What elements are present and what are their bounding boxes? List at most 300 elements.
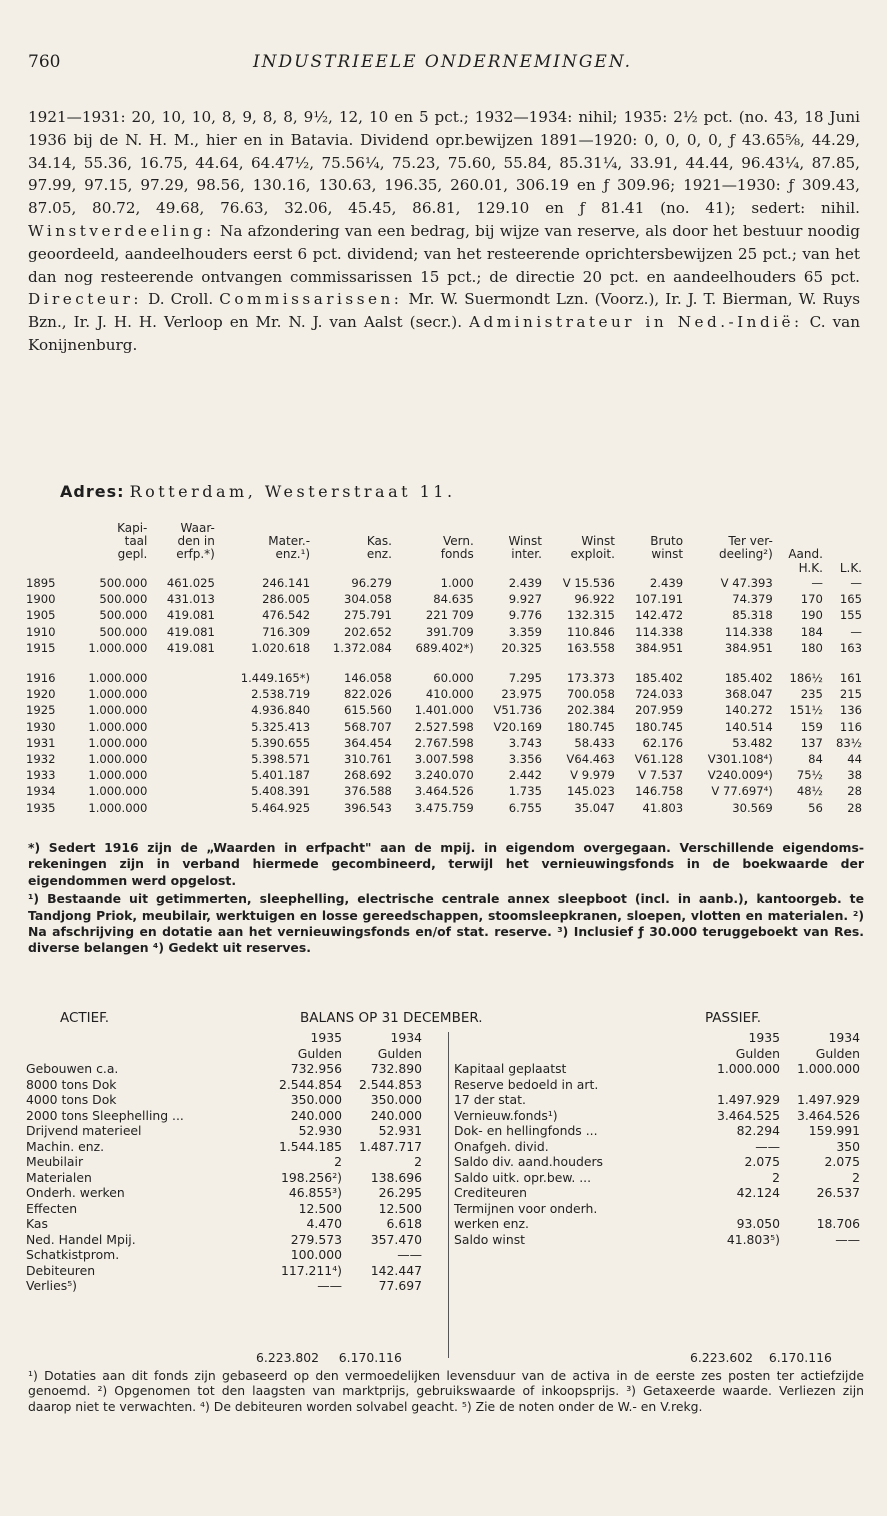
statistics-value-cell: 184: [800, 624, 823, 639]
actief-row: [24, 1170, 424, 1186]
passief-value: [782, 1201, 862, 1217]
passief-row: [452, 1185, 862, 1201]
passief-year-row: [452, 1030, 862, 1046]
statistics-value-cell: 1.000: [440, 576, 474, 591]
passief-unit-b: Gulden: [815, 1045, 860, 1061]
statistics-header-cell: Kapi- taal gepl.: [117, 521, 148, 561]
statistics-value-cell: 384.951: [635, 640, 684, 655]
statistics-value-cell: 689.402*): [415, 640, 474, 655]
statistics-value-cell: 2.538.719: [251, 687, 311, 702]
passief-row: [452, 1170, 862, 1186]
statistics-year-cell: 1915: [26, 640, 56, 655]
statistics-value-cell: 207.959: [635, 703, 684, 718]
actief-row: [24, 1077, 424, 1093]
actief-value: 26.295: [378, 1185, 422, 1201]
address-label: Adres:: [60, 482, 125, 501]
passief-value: 26.537: [816, 1185, 860, 1201]
statistics-value-cell: 1.401.000: [414, 703, 474, 718]
passief-value: 2.075: [824, 1154, 860, 1170]
passief-value: 3.464.525: [716, 1107, 780, 1123]
balance-footnotes: [28, 1368, 864, 1414]
statistics-notes: [28, 840, 864, 959]
statistics-value-cell: [149, 656, 216, 686]
actief-value: 2.544.854: [278, 1076, 342, 1092]
statistics-value-cell: —: [850, 624, 862, 639]
actief-label: Machin. enz.: [26, 1138, 105, 1154]
statistics-value-cell: 364.454: [343, 735, 392, 750]
statistics-value-cell: 1.000.000: [88, 735, 148, 750]
passief-value: 1.497.929: [716, 1092, 780, 1108]
statistics-value-cell: 9.927: [508, 592, 542, 607]
actief-row: [24, 1263, 424, 1279]
statistics-value-cell: 1.000.000: [88, 640, 148, 655]
passief-year-a: 1935: [748, 1030, 780, 1046]
actief-row: [24, 1216, 424, 1232]
statistics-value-cell: 568.707: [343, 719, 392, 734]
passief-unit-row: [452, 1046, 862, 1062]
page-number: 760: [28, 52, 61, 72]
statistics-value-cell: 20.325: [501, 640, 542, 655]
statistics-value-cell: 84.635: [433, 592, 474, 607]
statistics-value-cell: 419.081: [166, 608, 215, 623]
passief-table: [452, 1030, 862, 1247]
statistics-value-cell: 500.000: [99, 608, 148, 623]
passief-value: 2: [852, 1169, 860, 1185]
statistics-value-cell: [149, 702, 216, 718]
statistics-value-cell: 215: [839, 687, 862, 702]
actief-label: Drijvend materieel: [26, 1123, 142, 1139]
actief-value: 12.500: [378, 1200, 422, 1216]
statistics-value-cell: 48½: [796, 784, 823, 799]
directeur-text: D. Croll.: [148, 290, 214, 309]
page-header: [28, 52, 857, 76]
statistics-value-cell: 110.846: [566, 624, 615, 639]
statistics-value-cell: 96.922: [574, 592, 615, 607]
statistics-value-cell: 202.384: [566, 703, 615, 718]
statistics-value-cell: 2.439: [649, 576, 684, 591]
actief-year-row: [24, 1030, 424, 1046]
statistics-value-cell: 9.776: [508, 608, 542, 623]
passief-label: werken enz.: [454, 1216, 529, 1232]
statistics-value-cell: —: [850, 576, 862, 591]
passief-label: Reserve bedoeld in art.: [454, 1076, 599, 1092]
statistics-value-cell: 136: [839, 703, 862, 718]
statistics-row: [24, 702, 864, 718]
winstverdeeling-label: Winstverdeeling:: [28, 221, 215, 240]
statistics-value-cell: 500.000: [99, 624, 148, 639]
running-title: INDUSTRIEELE ONDERNEMINGEN.: [252, 52, 633, 72]
statistics-value-cell: 28: [847, 800, 862, 815]
statistics-value-cell: 114.338: [724, 624, 773, 639]
statistics-value-cell: 75½: [796, 768, 823, 783]
passief-totals: [690, 1350, 832, 1365]
statistics-value-cell: 84: [808, 751, 823, 766]
statistics-year-cell: 1935: [26, 800, 56, 815]
statistics-value-cell: 3.007.598: [414, 751, 474, 766]
actief-label: Onderh. werken: [26, 1185, 125, 1201]
passief-value: [782, 1077, 862, 1093]
statistics-header-cell: [312, 561, 394, 575]
statistics-value-cell: 190: [800, 608, 823, 623]
statistics-value-cell: 376.588: [343, 784, 392, 799]
actief-row: [24, 1185, 424, 1201]
statistics-value-cell: V301.108⁴): [707, 751, 773, 766]
statistics-header-row: [24, 522, 864, 561]
statistics-year-cell: 1916: [26, 671, 56, 686]
passief-row: [452, 1216, 862, 1232]
actief-row: [24, 1108, 424, 1124]
statistics-value-cell: 56: [808, 800, 823, 815]
statistics-year-cell: 1932: [26, 751, 56, 766]
passief-value: 1.000.000: [796, 1061, 860, 1077]
passief-row: [452, 1077, 862, 1093]
passief-total-b: 6.170.116: [768, 1350, 832, 1365]
statistics-value-cell: 246.141: [262, 576, 311, 591]
statistics-value-cell: V61.128: [634, 751, 684, 766]
passief-value: 350: [836, 1138, 860, 1154]
statistics-value-cell: 2.439: [508, 576, 542, 591]
statistics-value-cell: 151½: [789, 703, 823, 718]
statistics-value-cell: 410.000: [425, 687, 474, 702]
statistics-value-cell: 180.745: [635, 719, 684, 734]
statistics-value-cell: 132.315: [566, 608, 615, 623]
statistics-value-cell: 221 709: [425, 608, 474, 623]
statistics-value-cell: V 77.697⁴): [711, 784, 773, 799]
note-erfpacht: *) Sedert 1916 zijn de „Waarden in erfpacht" aan de mpij. in eigendom overgegaan. Verschillende eigendoms-rekeningen zijn in verband hiermede gecombineerd, terwijl het vernieuwingsfonds in de boekwaarde der eigendommen werd opgelost.: [28, 840, 864, 888]
statistics-table: [24, 522, 864, 816]
statistics-row: [24, 735, 864, 751]
statistics-header-cell: Winst inter.: [508, 534, 542, 561]
statistics-value-cell: 44: [847, 751, 862, 766]
actief-value: 46.855³): [288, 1185, 342, 1201]
statistics-value-cell: 62.176: [642, 735, 684, 750]
description-paragraph: [28, 106, 860, 357]
actief-value: ——: [397, 1247, 422, 1263]
statistics-header-cell: [476, 561, 544, 575]
statistics-header-cell: Mater.- enz.¹): [268, 534, 311, 561]
statistics-value-cell: 419.081: [166, 640, 215, 655]
actief-row: [24, 1201, 424, 1217]
statistics-value-cell: —: [811, 576, 823, 591]
statistics-value-cell: 5.398.571: [251, 751, 311, 766]
administrateur-label: Administrateur in Ned.-Indië:: [469, 313, 803, 332]
statistics-value-cell: 5.390.655: [251, 735, 311, 750]
statistics-value-cell: 396.543: [343, 800, 392, 815]
statistics-value-cell: 41.803: [642, 800, 684, 815]
passief-row: [452, 1123, 862, 1139]
statistics-value-cell: 3.240.070: [414, 768, 474, 783]
actief-unit-a: Gulden: [297, 1045, 342, 1061]
statistics-value-cell: 1.000.000: [88, 671, 148, 686]
actief-total-a: 6.223.802: [256, 1350, 320, 1365]
statistics-value-cell: 140.514: [724, 719, 773, 734]
passief-label: 17 der stat.: [454, 1092, 526, 1108]
statistics-value-cell: [149, 751, 216, 767]
statistics-value-cell: 38: [847, 768, 862, 783]
actief-value: 1.487.717: [358, 1138, 422, 1154]
statistics-value-cell: 107.191: [635, 592, 684, 607]
statistics-value-cell: 419.081: [166, 624, 215, 639]
actief-value: 77.697: [378, 1278, 422, 1294]
statistics-table-header: [24, 522, 864, 575]
statistics-value-cell: 716.309: [262, 624, 311, 639]
actief-value: 6.618: [386, 1216, 422, 1232]
statistics-value-cell: 7.295: [508, 671, 542, 686]
statistics-row: [24, 799, 864, 815]
passief-value: 2: [772, 1169, 780, 1185]
passief-value: ——: [835, 1231, 860, 1247]
statistics-year-cell: 1925: [26, 703, 56, 718]
statistics-value-cell: 85.318: [732, 608, 773, 623]
passief-value: 42.124: [736, 1185, 780, 1201]
statistics-row: [24, 591, 864, 607]
statistics-value-cell: 2.527.598: [414, 719, 474, 734]
statistics-row: [24, 686, 864, 702]
passief-label: Saldo div. aand.houders: [454, 1154, 604, 1170]
actief-label: Effecten: [26, 1200, 78, 1216]
statistics-value-cell: 185.402: [724, 671, 773, 686]
actief-row: [24, 1139, 424, 1155]
statistics-value-cell: 384.951: [724, 640, 773, 655]
statistics-year-cell: 1905: [26, 608, 56, 623]
commissarissen-text: Mr. W. Suermondt Lzn. (Voorz.), Ir. J. T. Bierman, W. Ruys Bzn., Ir. J. H. H. Verloop en Mr. N. J. van Aalst (secr.).: [28, 290, 861, 332]
actief-row: [24, 1061, 424, 1077]
statistics-value-cell: 185.402: [635, 671, 684, 686]
passief-row: [452, 1108, 862, 1124]
statistics-header-cell: [24, 522, 68, 561]
statistics-row: [24, 640, 864, 656]
actief-label: Materialen: [26, 1169, 92, 1185]
passief-value: [702, 1201, 782, 1217]
statistics-value-cell: V 7.537: [638, 768, 684, 783]
administrateur-text: C. van Konijnenburg.: [28, 313, 861, 354]
actief-row: [24, 1278, 424, 1294]
statistics-header-cell: Bruto winst: [650, 534, 684, 561]
actief-value: 350.000: [370, 1092, 422, 1108]
statistics-value-cell: 163.558: [566, 640, 615, 655]
statistics-value-cell: 114.338: [635, 624, 684, 639]
statistics-value-cell: 431.013: [166, 592, 215, 607]
statistics-value-cell: 58.433: [574, 735, 615, 750]
statistics-header-cell: Kas. enz.: [366, 534, 392, 561]
actief-table: [24, 1030, 424, 1294]
statistics-value-cell: 146.758: [635, 784, 684, 799]
balance-sheet-header: [60, 1010, 830, 1028]
actief-value: 2.544.853: [358, 1076, 422, 1092]
statistics-value-cell: 60.000: [433, 671, 474, 686]
statistics-value-cell: V 15.536: [562, 576, 615, 591]
statistics-value-cell: 2.442: [508, 768, 542, 783]
passief-value: 2.075: [744, 1154, 780, 1170]
statistics-value-cell: 83½: [836, 735, 862, 750]
passief-year-b: 1934: [828, 1030, 860, 1046]
passief-value: 93.050: [736, 1216, 780, 1232]
passief-unit-a: Gulden: [735, 1045, 780, 1061]
passief-value: [702, 1077, 782, 1093]
statistics-row: [24, 607, 864, 623]
statistics-value-cell: 173.373: [566, 671, 615, 686]
actief-row: [24, 1154, 424, 1170]
statistics-header-cell: Winst exploit.: [570, 534, 615, 561]
statistics-header-cell: Ter ver- deeling²): [719, 534, 773, 561]
statistics-value-cell: 461.025: [166, 576, 215, 591]
actief-value: 2: [334, 1154, 342, 1170]
actief-label: Verlies⁵): [26, 1278, 77, 1294]
actief-label: Schatkistprom.: [26, 1247, 120, 1263]
statistics-value-cell: 137: [800, 735, 823, 750]
statistics-value-cell: 1.000.000: [88, 800, 148, 815]
statistics-value-cell: 30.569: [732, 800, 773, 815]
statistics-header-cell: Aand.: [788, 547, 823, 561]
statistics-header-cell: [544, 561, 617, 575]
statistics-value-cell: 391.709: [425, 624, 474, 639]
actief-label: Gebouwen c.a.: [26, 1061, 119, 1077]
passief-label: Termijnen voor onderh.: [454, 1200, 598, 1216]
statistics-value-cell: 96.279: [351, 576, 392, 591]
statistics-row: [24, 624, 864, 640]
statistics-value-cell: 235: [800, 687, 823, 702]
actief-value: 142.447: [370, 1262, 422, 1278]
statistics-header-cell: [149, 561, 216, 575]
statistics-year-cell: 1933: [26, 768, 56, 783]
statistics-value-cell: 163: [839, 640, 862, 655]
statistics-header-cell: [217, 561, 312, 575]
actief-value: ——: [317, 1278, 342, 1294]
note-materieel: ¹) Bestaande uit getimmerten, sleephelling, electrische centrale annex sleepboot (incl. in aanb.), kantoorgeb. te Tandjong Priok, meubilair, werktuigen en losse gereedschappen, stoomsleepkranen, sloepen, vlotten en materialen. ²) Na afschrijving en dotatie aan het vernieuwingsfonds en/of stat. reserve. ³) Inclusief ƒ 30.000 teruggeboekt van Res. diverse belangen ⁴) Gedekt uit reserves.: [28, 891, 864, 956]
actief-unit-row: [24, 1046, 424, 1062]
statistics-value-cell: [149, 719, 216, 735]
statistics-header-cell: Vern. fonds: [440, 534, 474, 561]
actief-value: 240.000: [370, 1107, 422, 1123]
statistics-value-cell: V 47.393: [720, 576, 773, 591]
statistics-value-cell: 5.408.391: [251, 784, 311, 799]
statistics-year-cell: 1934: [26, 784, 56, 799]
footnote-text: ¹) Dotaties aan dit fonds zijn gebaseerd op den vermoedelijken levensduur van de activa in de eerste zes posten ter actiefzijde genoemd. ²) Opgenomen tot den laagsten van marktprijs, gebruikswaarde of inkoopsprijs. ³) Getaxeerde waarde. Verliezen zijn daarop niet te verwachten. ⁴) De debiteuren worden solvabel geacht. ⁵) Zie de noten onder de W.- en V.rekg.: [28, 1368, 864, 1414]
statistics-value-cell: 3.475.759: [414, 800, 474, 815]
statistics-row: [24, 751, 864, 767]
statistics-value-cell: V20.169: [493, 719, 542, 734]
passief-row: [452, 1139, 862, 1155]
statistics-value-cell: 3.743: [508, 735, 542, 750]
statistics-value-cell: 116: [839, 719, 862, 734]
actief-value: 138.696: [370, 1169, 422, 1185]
statistics-year-cell: 1920: [26, 687, 56, 702]
statistics-value-cell: 159: [800, 719, 823, 734]
statistics-header-cell: [394, 561, 476, 575]
winstverdeeling-text: Na afzondering van een bedrag, bij wijze van reserve, als door het bestuur noodig geoordeeld, aandeelhouders eerst 6 pct. dividend; van het resteerende oprichtersbewijzen 25 pct.; van het dan nog resteerende ontvangen commissarissen 15 pct.; de directie 20 pct. en aandeelhouders 65 pct.: [28, 221, 860, 286]
statistics-value-cell: V240.009⁴): [707, 768, 773, 783]
statistics-row: [24, 767, 864, 783]
statistics-value-cell: 304.058: [343, 592, 392, 607]
statistics-header-cell: [68, 561, 150, 575]
statistics-year-cell: 1900: [26, 592, 56, 607]
actief-value: 100.000: [290, 1247, 342, 1263]
passief-label: Kapitaal geplaatst: [454, 1061, 567, 1077]
actief-value: 4.470: [306, 1216, 342, 1232]
statistics-value-cell: 3.464.526: [414, 784, 474, 799]
statistics-value-cell: 1.449.165*): [240, 671, 311, 686]
passief-label: Saldo winst: [454, 1231, 526, 1247]
address-line: [60, 482, 456, 501]
passief-value: 82.294: [736, 1123, 780, 1139]
statistics-value-cell: 3.356: [508, 751, 542, 766]
passief-value: ——: [755, 1138, 780, 1154]
actief-value: 732.956: [290, 1061, 342, 1077]
statistics-value-cell: 155: [839, 608, 862, 623]
statistics-value-cell: 286.005: [262, 592, 311, 607]
statistics-value-cell: 186½: [789, 671, 823, 686]
actief-year-a: 1935: [310, 1030, 342, 1046]
statistics-value-cell: 1.000.000: [88, 719, 148, 734]
statistics-value-cell: 5.401.187: [251, 768, 311, 783]
passief-label: Crediteuren: [454, 1185, 528, 1201]
statistics-value-cell: V64.463: [566, 751, 615, 766]
dividend-history: 1921—1931: 20, 10, 10, 8, 9, 8, 8, 9½, 12, 10 en 5 pct.; 1932—1934: nihil; 1935: 2½ pct. (no. 43, 18 Juni 1936 bij de N. H. M., hier en in Batavia. Dividend opr.bewijzen 1891—1920: 0, 0, 0, 0, ƒ 43.65⅝, 44.29, 34.14, 55.36, 16.75, 44.64, 64.47½, 75.56¼, 75.23, 75.60, 55.84, 85.31¼, 33.91, 44.44, 96.43¼, 87.85, 97.99, 97.15, 97.29, 98.56, 130.16, 130.63, 196.35, 260.01, 306.19 en ƒ 309.96; 1921—1930: ƒ 309.43, 87.05, 80.72, 49.68, 76.63, 32.06, 45.45, 86.81, 129.10 en ƒ 81.41 (no. 41); sedert: nihil.: [28, 108, 860, 218]
statistics-header-row: [24, 561, 864, 575]
passief-total-a: 6.223.602: [690, 1350, 754, 1365]
actief-value: 357.470: [370, 1231, 422, 1247]
passief-value: 18.706: [816, 1216, 860, 1232]
statistics-year-cell: 1931: [26, 735, 56, 750]
actief-value: 279.573: [290, 1231, 342, 1247]
balance-sheet-title: BALANS OP 31 DECEMBER.: [300, 1010, 483, 1026]
statistics-header-cell: [24, 561, 68, 575]
passief-value: 1.000.000: [716, 1061, 780, 1077]
statistics-value-cell: 1.000.000: [88, 768, 148, 783]
statistics-value-cell: 1.735: [508, 784, 542, 799]
statistics-header-cell: Waar- den in erfp.*): [176, 521, 215, 561]
statistics-value-cell: 140.272: [724, 703, 773, 718]
statistics-value-cell: 310.761: [343, 751, 392, 766]
actief-label: Kas: [26, 1216, 48, 1232]
passief-value: 41.803⁵): [726, 1231, 780, 1247]
statistics-value-cell: 53.482: [732, 735, 773, 750]
statistics-value-cell: 1.000.000: [88, 784, 148, 799]
passief-row: [452, 1061, 862, 1077]
statistics-value-cell: 500.000: [99, 592, 148, 607]
statistics-value-cell: 822.026: [343, 687, 392, 702]
statistics-header-cell: L.K.: [839, 561, 862, 575]
actief-label: 2000 tons Sleephelling ...: [26, 1107, 184, 1123]
statistics-value-cell: 1.000.000: [88, 751, 148, 766]
actief-label: 8000 tons Dok: [26, 1076, 117, 1092]
passief-label: Onafgeh. divid.: [454, 1138, 549, 1154]
statistics-value-cell: [149, 783, 216, 799]
actief-unit-b: Gulden: [377, 1045, 422, 1061]
statistics-value-cell: 615.560: [343, 703, 392, 718]
statistics-header-cell: [617, 561, 685, 575]
statistics-value-cell: 1.020.618: [251, 640, 311, 655]
passief-row: [452, 1201, 862, 1217]
passief-label: Saldo uitk. opr.bew. ...: [454, 1169, 592, 1185]
passief-heading: PASSIEF.: [705, 1010, 762, 1026]
statistics-value-cell: 142.472: [635, 608, 684, 623]
actief-row: [24, 1092, 424, 1108]
directeur-label: Directeur:: [28, 290, 143, 309]
statistics-header-cell: H.K.: [798, 561, 823, 575]
address-value: Rotterdam, Westerstraat 11.: [129, 482, 456, 501]
actief-total-b: 6.170.116: [338, 1350, 402, 1365]
statistics-value-cell: [149, 799, 216, 815]
statistics-value-cell: [149, 686, 216, 702]
commissarissen-label: Commissarissen:: [219, 290, 403, 309]
statistics-value-cell: 5.464.925: [251, 800, 311, 815]
actief-label: Meubilair: [26, 1154, 84, 1170]
actief-value: 117.211⁴): [280, 1262, 342, 1278]
actief-value: 52.931: [378, 1123, 422, 1139]
statistics-value-cell: 145.023: [566, 784, 615, 799]
statistics-value-cell: 170: [800, 592, 823, 607]
